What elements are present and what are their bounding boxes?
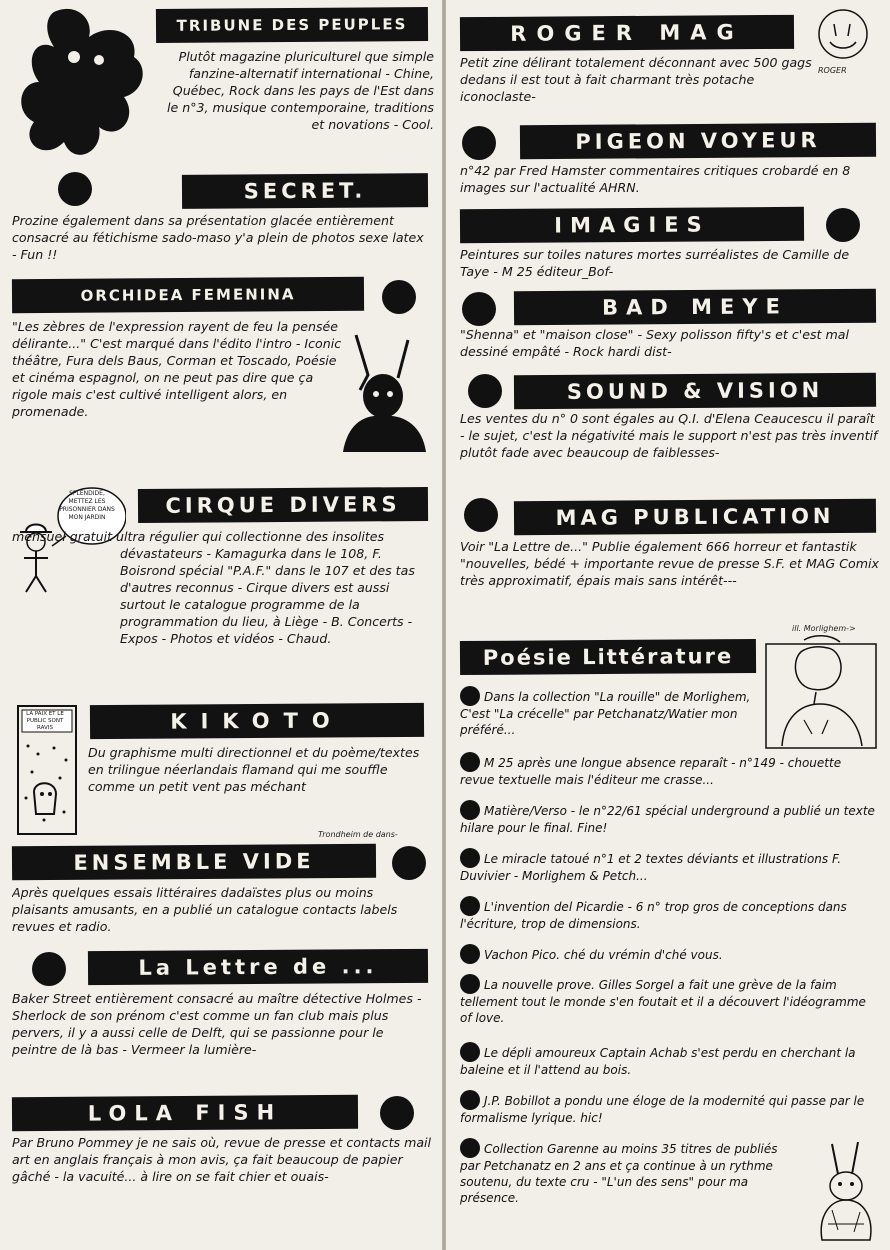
lettre-banner: La Lettre de ...: [88, 949, 428, 985]
magpub-dot-icon: [464, 498, 498, 532]
roger-banner: ROGER MAG: [460, 15, 794, 51]
lola-text: Par Bruno Pommey je ne sais où, revue de presse et contacts mail art en anglais français à mon avis, ça fait beaucoup de papier gâché - la vacuité... à lire on se fait chier et ouais-: [12, 1135, 432, 1184]
bullet-dot-icon: [460, 1090, 480, 1110]
cirque-text: [12, 528, 432, 700]
ensemble-banner: ENSEMBLE VIDE: [12, 844, 376, 881]
kikoto-credit: Trondheim de dans-: [318, 830, 398, 839]
poesie-item: Le miracle tatoué n°1 et 2 textes déviants et illustrations F. Duvivier - Morlighem & Petch...: [460, 848, 876, 884]
roger-text: Petit zine délirant totalement déconnant avec 500 gags dedans il est tout à fait charmant très potache iconoclaste-: [460, 55, 812, 104]
poesie-banner: Poésie Littérature: [460, 639, 756, 675]
pigeon-text: n°42 par Fred Hamster commentaires critiques crobardé en 8 images sur l'actualité AHRN.: [460, 163, 851, 195]
kikoto-sign-text: LA PAIX ET LE PUBLIC SONT RAVIS: [26, 711, 64, 731]
orchidea-text: "Les zèbres de l'expression rayent de feu la pensée délirante..." C'est marqué dans l'édito l'intro - Iconic théâtre, Fura dels Baus, Corman et Toscado, Poésie et cinéma espagnol, on ne peut pas dire que ça rigole mais c'est cultivé intelligent alors, en promenade.: [12, 319, 342, 419]
portrait-sketch-icon: [764, 634, 878, 750]
magpub-banner: MAG PUBLICATION: [514, 499, 876, 536]
bullet-dot-icon: [460, 752, 480, 772]
kikoto-banner: KIKOTO: [90, 703, 424, 739]
sound-text: Les ventes du n° 0 sont égales au Q.I. d'Elena Ceaucescu il paraît - le sujet, c'est la négativité mais le support n'est pas très inventif plutôt fade avec beaucoup de faiblesses-: [460, 411, 878, 460]
orchidea-dot-icon: [382, 280, 416, 314]
imagies-dot-icon: [826, 208, 860, 242]
orchidea-banner: ORCHIDEA FEMENINA: [12, 277, 364, 313]
poesie-item: Collection Garenne au moins 35 titres de publiés par Petchanatz en 2 ans et ça continue à un rythme soutenu, du texte cru - "L'un des sens" pour ma présence.: [460, 1138, 800, 1206]
left-page: [0, 0, 442, 1250]
sound-dot-icon: [468, 374, 502, 408]
bullet-dot-icon: [460, 896, 480, 916]
badmeye-text: "Shenna" et "maison close" - Sexy polisson fifty's et c'est mal dessiné empâté - Rock hardi dist-: [460, 327, 849, 359]
horned-figure-icon: [338, 330, 430, 452]
sound-banner: SOUND & VISION: [514, 373, 876, 410]
bullet-dot-icon: [460, 848, 480, 868]
badmeye-dot-icon: [462, 292, 496, 326]
poesie-item: La nouvelle prove. Gilles Sorgel a fait une grève de la faim tellement tout le monde s'en foutait et il a découvert l'idéogramme of love.: [460, 974, 876, 1026]
imagies-text: Peintures sur toiles natures mortes surréalistes de Camille de Taye - M 25 éditeur_Bof-: [460, 247, 850, 279]
poesie-item: Dans la collection "La rouille" de Morlighem, C'est "La crécelle" par Petchanatz/Watier mon préféré...: [460, 686, 766, 738]
poesie-item: Matière/Verso - le n°22/61 spécial underground a publié un texte hilare pour le final. Fine!: [460, 800, 876, 836]
imagies-banner: IMAGIES: [460, 207, 804, 243]
magpub-credit: ill. Morlighem->: [792, 624, 856, 633]
tribune-banner: TRIBUNE DES PEUPLES: [156, 7, 428, 43]
ensemble-dot-icon: [392, 846, 426, 880]
poesie-item: L'invention del Picardie - 6 n° trop gros de conceptions dans l'écriture, trop de dimensions.: [460, 896, 876, 932]
cirque-bubble-text: SPLENDIDE, METTEZ LES PRISONNIER DANS MON JARDIN: [59, 490, 115, 521]
secret-banner: SECRET.: [182, 173, 428, 209]
poesie-item: Le dépli amoureux Captain Achab s'est perdu en cherchant la baleine et il l'attend au bois.: [460, 1042, 876, 1078]
kikoto-text: Du graphisme multi directionnel et du poème/textes en trilingue néerlandais flamand qui me souffle comme un petit vent pas méchant: [88, 745, 420, 794]
cirque-banner: CIRQUE DIVERS: [138, 487, 428, 523]
lettre-text: Baker Street entièrement consacré au maître détective Holmes - Sherlock de son prénom c'est comme un fan club mais plus pervers, il y a aussi celle de Delft, qui se passionne pour le peintre de là bas - Vermeer la lumière-: [12, 991, 422, 1057]
cirque-text-body: mensuel gratuit ultra régulier qui collectionne des insolites dévastateurs - Kamagurka dans le 108, F. Boisrond spécial "P.A.F." dans le 107 et des tas d'autres reconnus - Cirque divers est aussi surtout le catalogue programme de la programmation du lieu, à Liège - B. Concerts - Expos - Photos et vidéos - Chaud.: [12, 529, 415, 646]
badmeye-banner: BAD MEYE: [514, 289, 876, 326]
poesie-item: J.P. Bobillot a pondu une éloge de la modernité qui passe par le formalisme lyrique. hic!: [460, 1090, 876, 1126]
lola-dot-icon: [380, 1096, 414, 1130]
pigeon-dot-icon: [462, 126, 496, 160]
pigeon-banner: PIGEON VOYEUR: [520, 123, 876, 159]
bullet-dot-icon: [460, 686, 480, 706]
bullet-dot-icon: [460, 1042, 480, 1062]
poesie-item: M 25 après une longue absence reparaît - n°149 - chouette revue textuelle mais l'éditeur me crasse...: [460, 752, 876, 788]
secret-dot-icon: [58, 172, 92, 206]
bullet-dot-icon: [460, 944, 480, 964]
rabbit-sketch-icon: [808, 1140, 882, 1244]
bullet-dot-icon: [460, 974, 480, 994]
ensemble-text: Après quelques essais littéraires dadaïstes plus ou moins plaisants amusants, en a publié un catalogue contacts labels revues et radio.: [12, 885, 398, 934]
secret-text: Prozine également dans sa présentation glacée entièrement consacré au fétichisme sado-maso y'a plein de photos sexe latex - Fun !!: [12, 213, 424, 262]
lettre-dot-icon: [32, 952, 66, 986]
tribune-text: Plutôt magazine pluriculturel que simple fanzine-alternatif international - Chine, Québec, Rock dans les pays de l'Est dans le n°3, musique contemporaine, traditions et novations - Cool.: [167, 49, 434, 132]
bullet-dot-icon: [460, 1138, 480, 1158]
bullet-dot-icon: [460, 800, 480, 820]
poesie-item: Vachon Pico. ché du vrémin d'ché vous.: [460, 944, 876, 964]
right-page: [446, 0, 890, 1250]
splat-figure-icon: [14, 2, 154, 172]
roger-logo-text: ROGER: [818, 66, 847, 75]
lola-banner: LOLA FISH: [12, 1095, 358, 1131]
magpub-text: Voir "La Lettre de..." Publie également 666 horreur et fantastik "nouvelles, bédé + importante revue de presse S.F. et MAG Comix très approximatif, épais mais sans intérêt---: [460, 539, 879, 588]
